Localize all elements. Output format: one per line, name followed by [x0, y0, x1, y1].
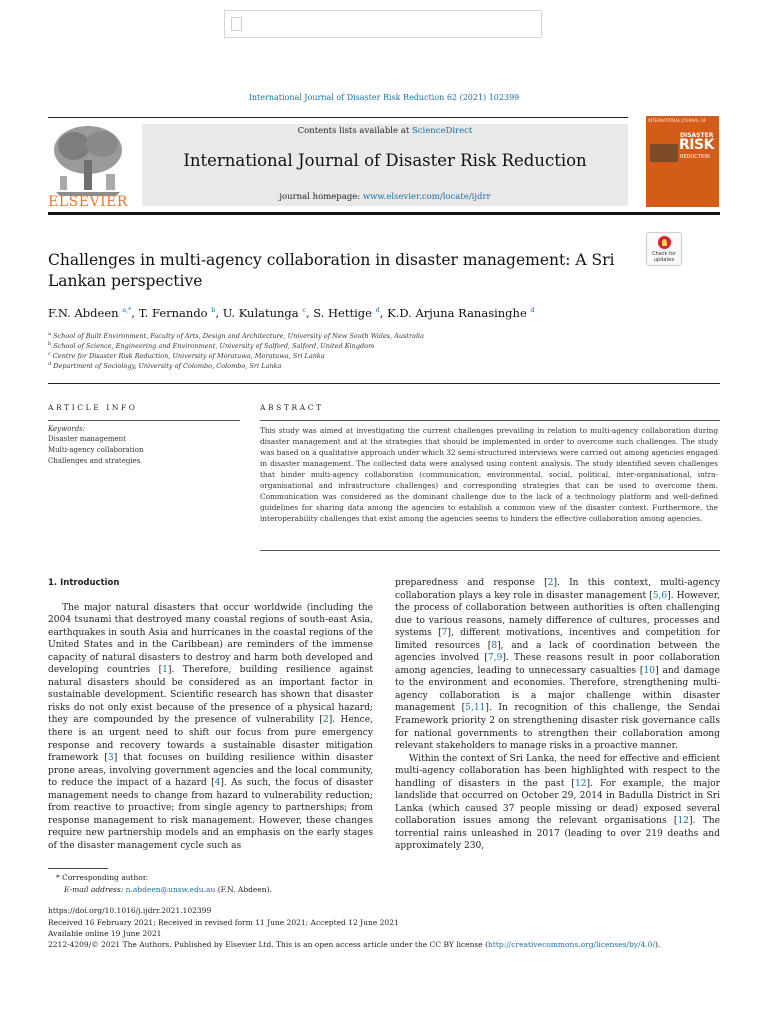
- license-prefix: 2212-4209/© 2021 The Authors. Published by Elsevier Ltd. This is an open access article under the CC BY license (: [48, 940, 489, 949]
- body-text: ]. As such, the focus of disaster management needs to change from hazard to vulnerability reduction; from reactive to proactive; from single agency to partnerships; from response management to risk management. However, these changes require new partnership models and an emphasis on the early stages of the disaster management cycle such as: [48, 778, 373, 851]
- abstract-rule: [260, 420, 720, 421]
- author-name: S. Hettige: [313, 306, 372, 320]
- affiliation-text: Centre for Disaster Risk Reduction, University of Moratuwa, Moratuwa, Sri Lanka: [52, 352, 325, 361]
- author-name: T. Fernando: [138, 306, 208, 320]
- citation-link[interactable]: 7: [441, 628, 448, 639]
- affiliation-marker: a: [48, 331, 51, 337]
- body-text: ]. For example, the major landslide that occurred on October 29, 2014 in Badulla District in Sri Lanka (which caused 37 people missing or dead) exposed several collaboration issues among the relevant organisations [: [395, 778, 720, 827]
- masthead-rule: [48, 212, 720, 215]
- homepage-link[interactable]: www.elsevier.com/locate/ijdrr: [362, 192, 491, 202]
- body-text: ]. However, the process of collaboration between authorities is often challenging due to various reasons, namely difference of cultures, processes and systems [: [395, 590, 720, 639]
- body-text: ] and damage to the environment and economies. Therefore, strengthening multi-agency collaboration is a major challenge within disaster management [: [395, 665, 721, 714]
- journal-header-panel: [142, 124, 628, 206]
- available-online: Available online 19 June 2021: [48, 929, 162, 938]
- body-text: ]. Therefore, building resilience against natural disasters should be considered as an important factor in sustainable development. Scientific research has shown that disaster risks do not only exist because of the presence of a physical hazard; they are compounded by the presence of vulnerability [: [48, 665, 373, 726]
- header-rule: [48, 117, 628, 118]
- journal-title: International Journal of Disaster Risk Reduction: [183, 151, 587, 170]
- affiliation: [48, 351, 688, 360]
- citation-link[interactable]: 2: [547, 578, 554, 588]
- license-line: [48, 940, 660, 949]
- affiliation-text: School of Built Environment, Faculty of Arts, Design and Architecture, University of New South Wales, Australia: [53, 332, 424, 341]
- affiliation: [48, 341, 688, 350]
- body-right-column: [395, 577, 720, 853]
- doi-link[interactable]: https://doi.org/10.1016/j.ijdrr.2021.102399: [48, 906, 212, 915]
- body-paragraph: [395, 753, 720, 853]
- citation-link[interactable]: 7,9: [487, 653, 503, 664]
- cover-top-text: INTERNATIONAL JOURNAL OF: [648, 118, 707, 123]
- article-title: Challenges in multi-agency collaboration in disaster management: A Sri Lankan perspective: [48, 251, 615, 290]
- keyword: Disaster management: [48, 435, 126, 443]
- check-for-updates-button[interactable]: [646, 232, 682, 266]
- license-suffix: ).: [654, 940, 661, 949]
- affiliation-marker: b: [48, 341, 52, 347]
- citation-link[interactable]: 5,11: [465, 703, 486, 714]
- abstract-heading: ABSTRACT: [260, 403, 324, 412]
- received-dates: Received 16 February 2021; Received in revised form 11 June 2021; Accepted 12 June 2021: [48, 918, 399, 927]
- body-text: ]. In this context, multi-agency collaboration plays a key role in disaster management [: [395, 578, 720, 601]
- email-link[interactable]: n.abdeen@unsw.edu.au: [125, 885, 216, 894]
- citation-link[interactable]: 4: [214, 778, 221, 789]
- journal-citation[interactable]: International Journal of Disaster Risk Reduction 62 (2021) 102399: [248, 93, 520, 102]
- contents-line: [142, 126, 628, 136]
- citation-link[interactable]: 1: [162, 665, 168, 676]
- cover-line-3: REDUCTION: [680, 154, 710, 160]
- body-text: ], and a lack of coordination between the agencies involved [: [395, 640, 720, 664]
- affiliation: [48, 331, 688, 340]
- cover-line-2: RISK: [679, 137, 714, 153]
- homepage-prefix: journal homepage:: [279, 192, 363, 202]
- affiliation-text: Department of Sociology, University of Colombo, Colombo, Sri Lanka: [53, 362, 282, 371]
- footnote-rule: [48, 868, 108, 869]
- affiliation-marker: c: [48, 351, 51, 357]
- body-text: Within the context of Sri Lanka, the need for effective and efficient multi-agency collaboration has been highlighted with respect to the handling of disasters in the past [: [395, 753, 720, 789]
- keyword: Multi-agency collaboration: [48, 446, 144, 454]
- affiliation-text: School of Science, Engineering and Environment, University of Salford, Salford, United Kingdom: [53, 342, 375, 351]
- keyword: Challenges and strategies: [48, 457, 141, 465]
- keywords-label: Keywords:: [48, 425, 86, 433]
- body-text: ]. The torrential rains unleashed in 2017 (leading to over 219 deaths and approximately 230,: [395, 816, 720, 852]
- affiliation-marker: d: [48, 361, 52, 367]
- email-label: E-mail address:: [64, 885, 124, 894]
- info-rule: [48, 383, 720, 384]
- citation-link[interactable]: 2: [322, 715, 329, 726]
- journal-cover: [646, 116, 719, 207]
- body-text: ], different motivations, incentives and competition for limited resources [: [395, 628, 720, 651]
- homepage-line: [142, 192, 628, 202]
- body-text: preparedness and response [: [395, 578, 548, 588]
- citation-link[interactable]: 10: [643, 665, 656, 676]
- page-icon[interactable]: [231, 17, 242, 31]
- body-text: The major natural disasters that occur worldwide (including the 2004 tsunami that destroyed many coastal regions of south-east Asia, earthquakes in south Asia and hurricanes in the coastal regions of the United States and in the Caribbean) are reminders of the immense capacity of natural disasters to destroy and harm both developed and developing countries [: [48, 602, 373, 676]
- body-paragraph: [48, 602, 373, 853]
- citation-link[interactable]: 5,6: [652, 590, 668, 601]
- article-info-rule: [48, 420, 240, 421]
- affiliation: [48, 361, 688, 370]
- author-list: F.N. Abdeen $^{a,*}$, T. Fernando $^b$, U. Kulatunga $^c$, S. Hettige $^d$, K.D. Arjuna Ranasinghe $^d$: [48, 306, 535, 320]
- body-left-column: [48, 577, 373, 852]
- author-affiliation-link[interactable]: d: [375, 306, 380, 315]
- citation-link[interactable]: 3: [107, 753, 114, 764]
- email-line: [64, 885, 272, 894]
- body-text: ]. In recognition of this challenge, the Sendai Framework priority 2 on strengthening disaster risk governance calls for national governments to strengthen their collaboration among relevant stakeholders to manage risks in a proactive manner.: [395, 703, 720, 752]
- cover-photo: [650, 144, 678, 162]
- body-text: ]. These reasons result in poor collaboration among agencies, leading to unnecessary casualties [: [395, 653, 720, 676]
- body-text: ] that focuses on building resilience within disaster prone areas, involving government agencies and the local community, to reduce the impact of a hazard [: [48, 753, 374, 789]
- sciencedirect-link[interactable]: ScienceDirect: [411, 126, 473, 136]
- abstract-bottom-rule: [260, 550, 720, 551]
- author-affiliation-link[interactable]: d: [530, 306, 535, 315]
- body-paragraph: [395, 577, 720, 753]
- citation-link[interactable]: 12: [677, 816, 690, 827]
- publisher-name: ELSEVIER: [48, 194, 128, 210]
- author-affiliation-link[interactable]: b: [211, 306, 216, 315]
- email-suffix: (F.N. Abdeen).: [215, 885, 272, 894]
- contents-prefix: Contents lists available at: [297, 126, 412, 136]
- article-info-heading: ARTICLE INFO: [48, 403, 138, 412]
- corresponding-author-note: * Corresponding author.: [56, 873, 149, 882]
- cover-line-1: DISASTER: [680, 132, 714, 139]
- author-name: U. Kulatunga: [222, 306, 299, 320]
- author-affiliation-link[interactable]: c: [302, 306, 306, 315]
- citation-link[interactable]: 8: [491, 640, 498, 651]
- check-updates-icon: [658, 236, 671, 249]
- author-name: F.N. Abdeen: [48, 306, 119, 320]
- license-link[interactable]: http://creativecommons.org/licenses/by/4.0/: [488, 940, 655, 949]
- citation-link[interactable]: 12: [574, 778, 587, 789]
- section-heading-introduction: 1. Introduction: [48, 578, 120, 588]
- abstract-text: This study was aimed at investigating the current challenges prevailing in relation to multi-agency collaboration during disaster management and at the strategies that should be implemented in order to overcome such challenges. The study was based on a qualitative approach under which 32 semi-structured interviews were carried out among agencies engaged in disaster management. The collected data were analysed using content analysis. The study identified seven challenges that hinder multi-agency collaboration (communication, environmental, social, political, inter-organisational, intra-organisational and infrastructure challenges) and corresponding strategies that can be used to overcome them. Communication was considered as the dominant challenge due to the lack of a technology platform and well-defined guidelines for sharing data among the agencies to establish a common view of the disaster context. Furthermore, the interoperability challenges that exist among the agencies seems to hinders the effective collaboration among agencies.: [260, 426, 718, 523]
- check-updates-label: Check for updates: [652, 251, 676, 263]
- viewer-toolbar-box[interactable]: [224, 10, 542, 38]
- author-affiliation-link[interactable]: a,*: [122, 306, 132, 315]
- author-name: K.D. Arjuna Ranasinghe: [387, 306, 527, 320]
- body-text: ]. Hence, there is an urgent need to shift our focus from pure emergency response and recovery towards a sustainable disaster mitigation framework [: [48, 715, 373, 764]
